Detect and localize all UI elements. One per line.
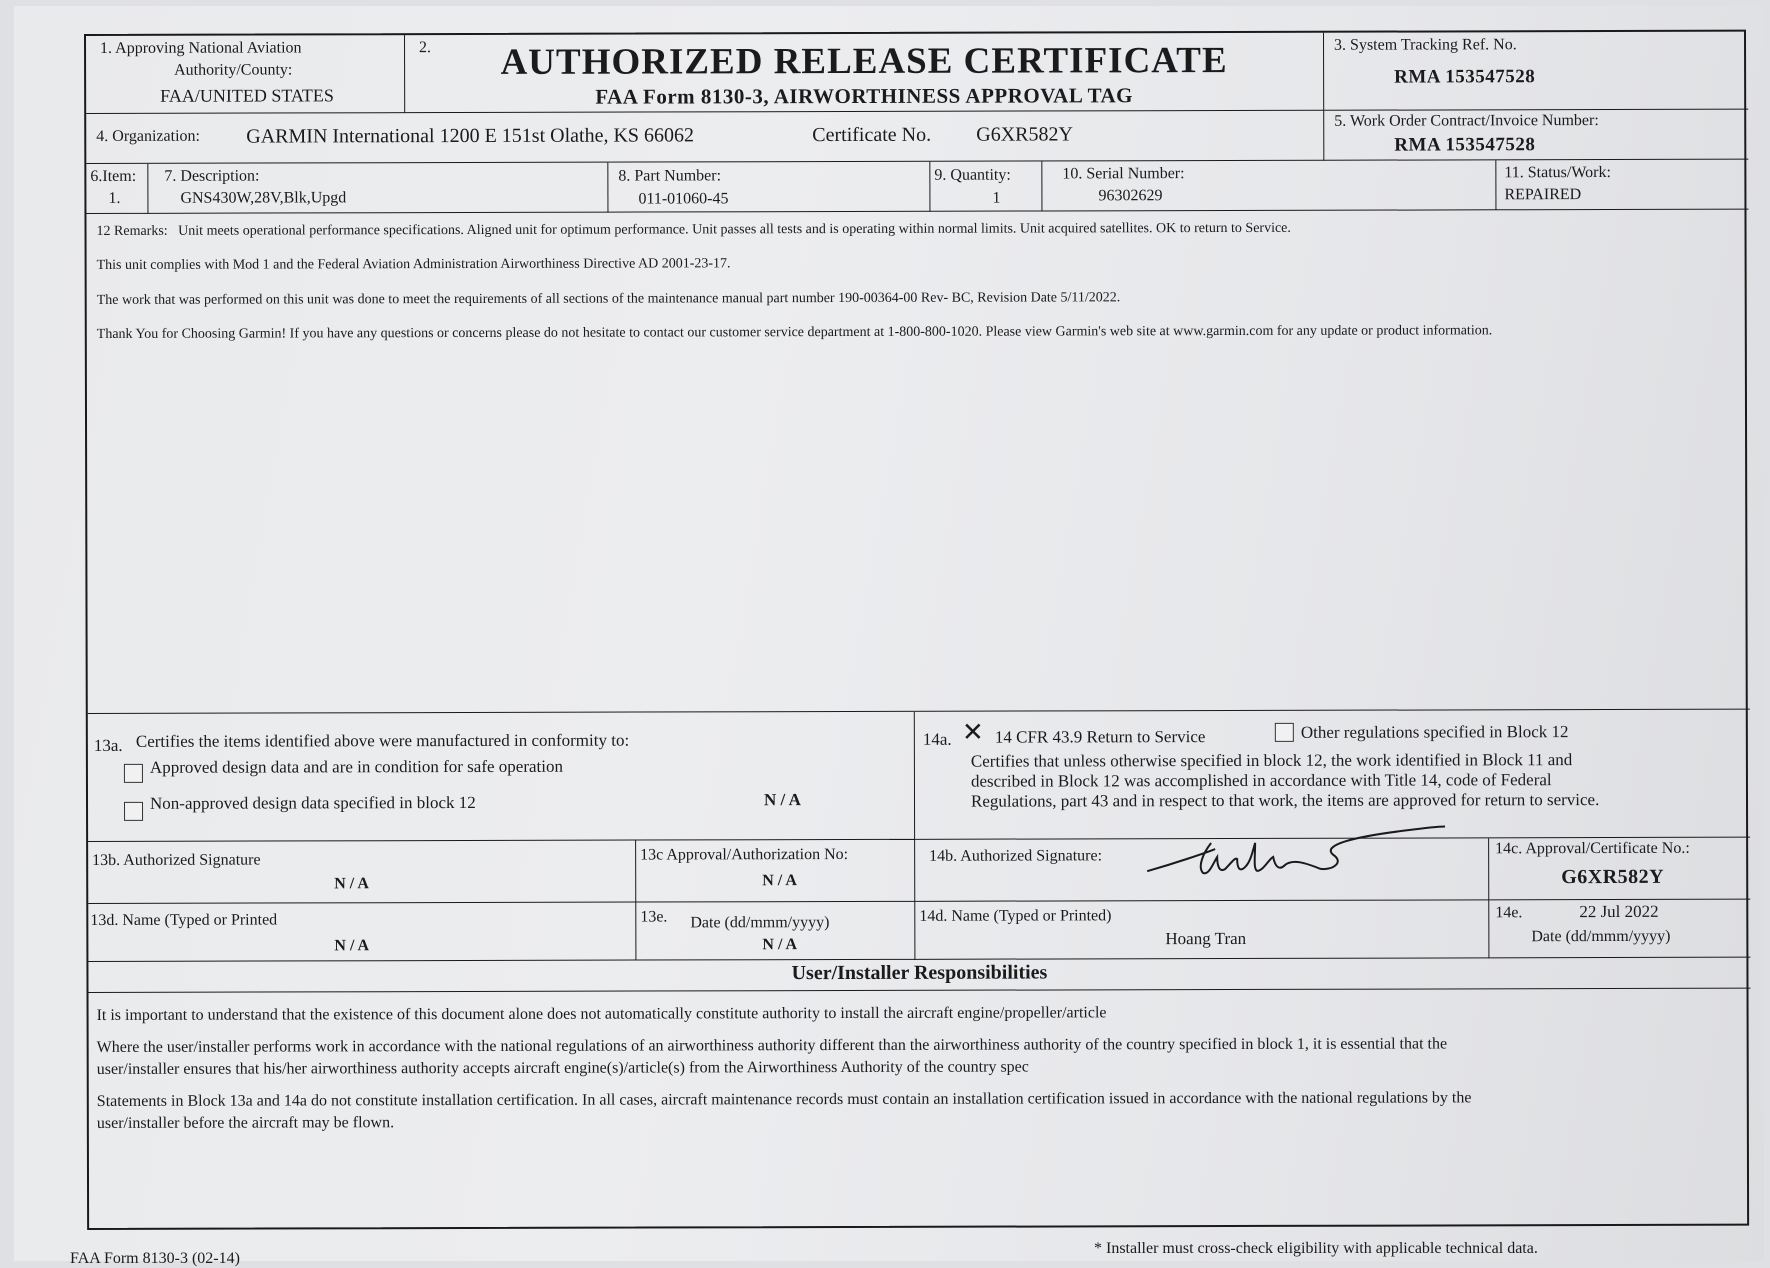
block13a-label: 13a. [93,735,123,755]
return-to-service-checkbox-checked[interactable]: ✕ [961,717,984,748]
approving-authority-value: FAA/UNITED STATES [160,85,334,106]
status-work-value: REPAIRED [1504,186,1582,204]
block13a-na: N / A [763,790,801,810]
block-11 [1496,160,1748,211]
block13e-label: 13e. [640,908,668,926]
remarks-line-4: Thank You for Choosing Garmin! If you have any questions or concerns please do not hesitate to contact our customer service department at 1-800-800-1020. Please view Garmin's web site at www.garmin.com for any update or product information. [96,323,1493,342]
work-order-value: RMA 153547528 [1394,134,1536,156]
certificate-sheet [14,6,1764,1267]
item-value: 1. [108,189,121,207]
serial-number-value: 96302629 [1098,187,1163,205]
remarks-label: 12 Remarks: [96,223,168,239]
block13e-date-label: Date (dd/mmm/yyyy) [690,914,830,932]
organization-label: 4. Organization: [96,127,200,145]
return-to-service-label: 14 CFR 43.9 Return to Service [994,727,1206,747]
non-approved-design-checkbox[interactable] [124,802,143,821]
responsibilities-p1: It is important to understand that the existence of this document alone does not automatically constitute authority to install the aircraft engine/propeller/article [96,1004,1107,1024]
block14a-text-3: Regulations, part 43 and in respect to that work, the items are approved for return to service. [970,790,1600,811]
description-value: GNS430W,28V,Blk,Upgd [180,189,347,207]
block14c-label: 14c. Approval/Certificate No.: [1495,839,1690,858]
status-work-label: 11. Status/Work: [1504,164,1611,182]
block14d-label: 14d. Name (Typed or Printed) [919,907,1112,925]
approval-date-value: 22 Jul 2022 [1579,901,1659,922]
block13d-label: 13d. Name (Typed or Printed [90,911,278,929]
quantity-label: 9. Quantity: [934,166,1011,184]
block14e-date-label: Date (dd/mmm/yyyy) [1531,927,1671,946]
installer-note: * Installer must cross-check eligibility with applicable technical data. [1094,1240,1538,1257]
responsibilities-header [88,958,1750,992]
block1-label-2: Authority/County: [174,61,293,79]
printed-name-value: Hoang Tran [1165,928,1247,949]
block-14e [1489,900,1750,959]
block-6 [86,164,148,214]
block13c-label: 13c Approval/Authorization No: [640,846,849,864]
other-regulations-checkbox[interactable] [1275,723,1294,742]
block13a-text: Certifies the items identified above were manufactured in conformity to: [135,730,630,751]
work-order-label: 5. Work Order Contract/Invoice Number: [1334,112,1599,130]
non-approved-design-label: Non-approved design data specified in block 12 [149,792,476,813]
item-label: 6.Item: [90,167,137,185]
block-14c [1489,838,1750,901]
part-number-value: 011-01060-45 [638,190,729,208]
responsibilities-p3a: Statements in Block 13a and 14a do not constitute installation certification. In all cases, aircraft maintenance records must contain an installation certification issued in accordance with the national regulations by the [96,1089,1472,1110]
block-14d [915,900,1489,960]
block-14b [915,838,1489,902]
responsibilities-p3b: user/installer before the aircraft may be flown. [96,1114,395,1132]
quantity-value: 1 [992,189,1001,207]
block-13c [636,840,915,903]
responsibilities-p2b: user/installer ensures that his/her airworthiness authority accepts aircraft engine(s)/article(s) from the Airworthiness Authority of the country spec [96,1058,1029,1078]
approval-certificate-no-value: G6XR582Y [1561,865,1665,889]
description-label: 7. Description: [164,167,260,185]
block13b-label: 13b. Authorized Signature [92,851,261,869]
block13c-value: N / A [762,872,797,890]
organization-value: GARMIN International 1200 E 151st Olathe, KS 66062 [246,124,695,148]
form-identifier: FAA Form 8130-3 (02-14) [70,1250,240,1267]
system-tracking-ref-value: RMA 153547528 [1394,66,1536,88]
block-5 [1324,110,1748,161]
block-13a [88,712,915,842]
form-title: AUTHORIZED RELEASE CERTIFICATE [500,40,1228,83]
remarks-line-2: This unit complies with Mod 1 and the Federal Aviation Administration Airworthiness Directive AD 2001-23-17. [96,256,731,273]
remarks-text-1: Unit meets operational performance specifications. Aligned unit for optimum performance. Unit passes all tests and is operating within normal limits. Unit acquired satellites. OK to return to Service. [178,220,1291,239]
other-regulations-label: Other regulations specified in Block 12 [1300,722,1569,742]
block13e-value: N / A [762,936,798,954]
block2-label: 2. [419,39,432,57]
block-7 [148,163,608,214]
block13b-value: N / A [334,875,369,893]
block-13d [88,903,636,962]
form-subtitle: FAA Form 8130-3, AIRWORTHINESS APPROVAL TAG [595,83,1134,109]
block1-label: 1. Approving National Aviation [100,39,302,57]
part-number-label: 8. Part Number: [618,167,722,185]
block-2 [405,33,1324,113]
block-13b [88,841,636,904]
block14b-label: 14b. Authorized Signature: [929,847,1103,865]
approved-design-checkbox[interactable] [124,764,143,783]
responsibilities-body [89,988,1752,1230]
responsibilities-p2a: Where the user/installer performs work in accordance with the national regulations of an airworthiness authority different than the airworthiness authority of the country specified in block 1, it is essential that the [96,1035,1448,1056]
certificate-no-label: Certificate No. [812,123,932,147]
block-3 [1324,32,1748,111]
remarks-line-3: The work that was performed on this unit was done to meet the requirements of all sections of the maintenance manual part number 190-00364-00 Rev- BC, Revision Date 5/11/2022. [96,290,1121,308]
block14a-text-1: Certifies that unless otherwise specified in block 12, the work identified in Block 11 and [970,750,1573,771]
certificate-no-value: G6XR582Y [976,123,1073,146]
block13d-value: N / A [334,937,370,955]
block-8 [608,162,930,213]
serial-number-label: 10. Serial Number: [1062,165,1185,183]
responsibilities-title: User/Installer Responsibilities [791,961,1048,985]
block-1 [86,35,405,114]
block-4 [86,111,1324,164]
block14a-text-2: described in Block 12 was accomplished in accordance with Title 14, code of Federal [970,770,1552,791]
block14e-label: 14e. [1495,904,1523,922]
approved-design-label: Approved design data and are in condition for safe operation [149,756,564,777]
block-9 [930,161,1042,211]
authorized-signature [1145,812,1445,895]
block3-label: 3. System Tracking Ref. No. [1334,36,1517,54]
remarks-line-1 [96,221,1290,240]
block-10 [1042,160,1496,211]
release-certificate-form [84,30,1749,1230]
block-13e [636,902,915,961]
block14a-label: 14a. [922,729,952,749]
block-12-remarks [86,210,1749,714]
